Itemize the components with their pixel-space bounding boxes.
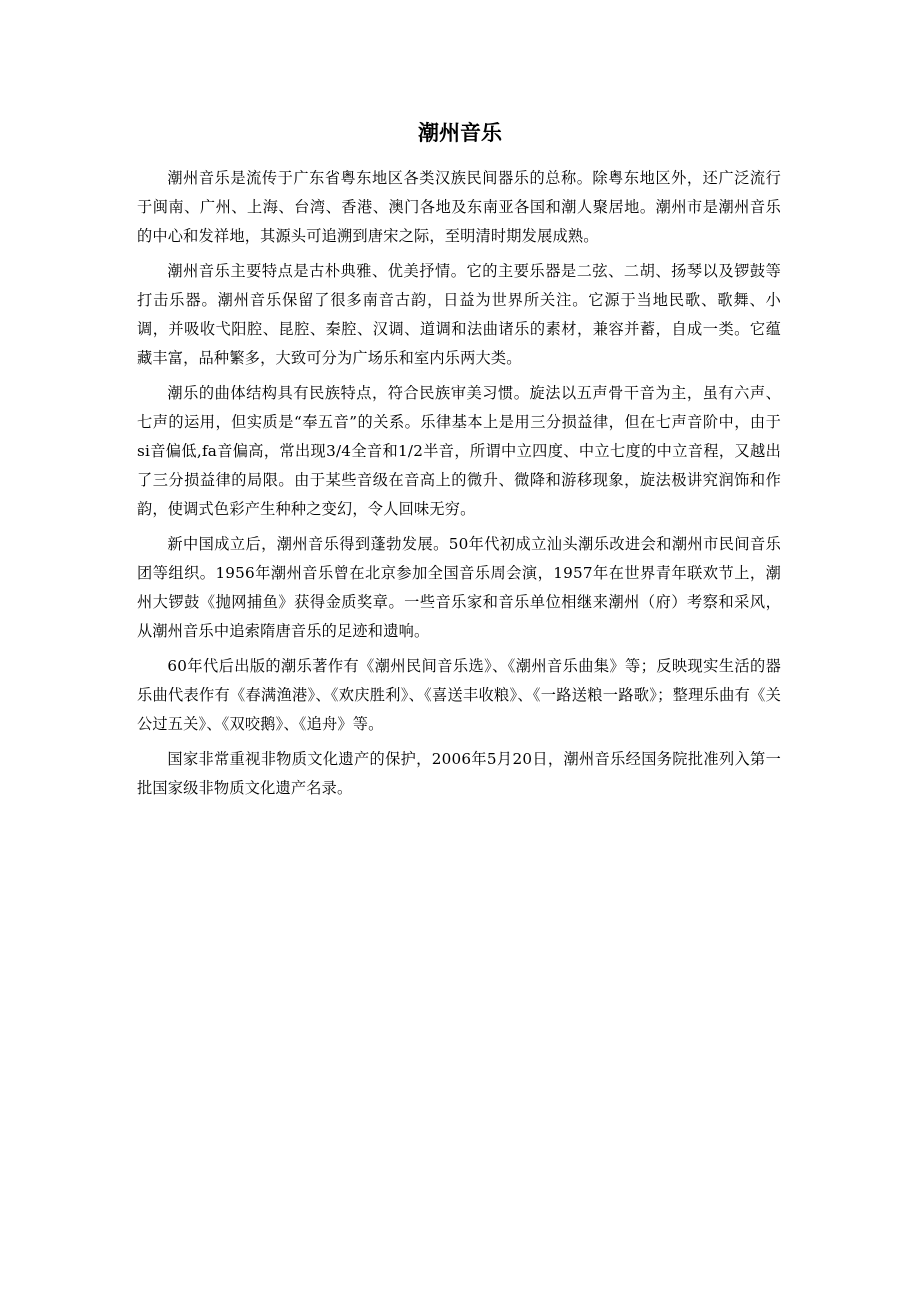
paragraph-structure: 潮乐的曲体结构具有民族特点，符合民族审美习惯。旋法以五声骨干音为主，虽有六声、七声的运用，但实质是“奉五音”的关系。乐律基本上是用三分损益律，但在七声音阶中，由于si音偏低,fa音偏高，常出现3/4全音和1/2半音，所谓中立四度、中立七度的中立音程，又越出了三分损益律的局限。由于某些音级在音高上的微升、微降和游移现象，旋法极讲究润饰和作韵，使调式色彩产生种种之变幻，令人回味无穷。 bbox=[137, 384, 781, 518]
paragraph-heritage: 国家非常重视非物质文化遗产的保护，2006年5月20日，潮州音乐经国务院批准列入第一批国家级非物质文化遗产名录。 bbox=[137, 750, 781, 797]
paragraph-publications: 60年代后出版的潮乐著作有《潮州民间音乐选》、《潮州音乐曲集》等；反映现实生活的器乐曲代表作有《春满渔港》、《欢庆胜利》、《喜送丰收粮》、《一路送粮一路歌》；整理乐曲有《关公过五关》、《双咬鹅》、《追舟》等。 bbox=[137, 657, 781, 733]
paragraph-development: 新中国成立后，潮州音乐得到蓬勃发展。50年代初成立汕头潮乐改进会和潮州市民间音乐团等组织。1956年潮州音乐曾在北京参加全国音乐周会演，1957年在世界青年联欢节上，潮州大锣鼓《抛网捕鱼》获得金质奖章。一些音乐家和音乐单位相继来潮州（府）考察和采风，从潮州音乐中追索隋唐音乐的足迹和遗响。 bbox=[137, 535, 781, 640]
paragraph-origin: 潮州音乐是流传于广东省粤东地区各类汉族民间器乐的总称。除粤东地区外，还广泛流行于闽南、广州、上海、台湾、香港、澳门各地及东南亚各国和潮人聚居地。潮州市是潮州音乐的中心和发祥地，其源头可追溯到唐宋之际，至明清时期发展成熟。 bbox=[137, 169, 781, 245]
paragraph-characteristics: 潮州音乐主要特点是古朴典雅、优美抒情。它的主要乐器是二弦、二胡、扬琴以及锣鼓等打击乐器。潮州音乐保留了很多南音古韵，日益为世界所关注。它源于当地民歌、歌舞、小调，并吸收弋阳腔、昆腔、秦腔、汉调、道调和法曲诸乐的素材，兼容并蓄，自成一类。它蕴藏丰富，品种繁多，大致可分为广场乐和室内乐两大类。 bbox=[137, 262, 781, 367]
document-body bbox=[137, 164, 781, 809]
document-title: 潮州音乐 bbox=[418, 121, 502, 145]
